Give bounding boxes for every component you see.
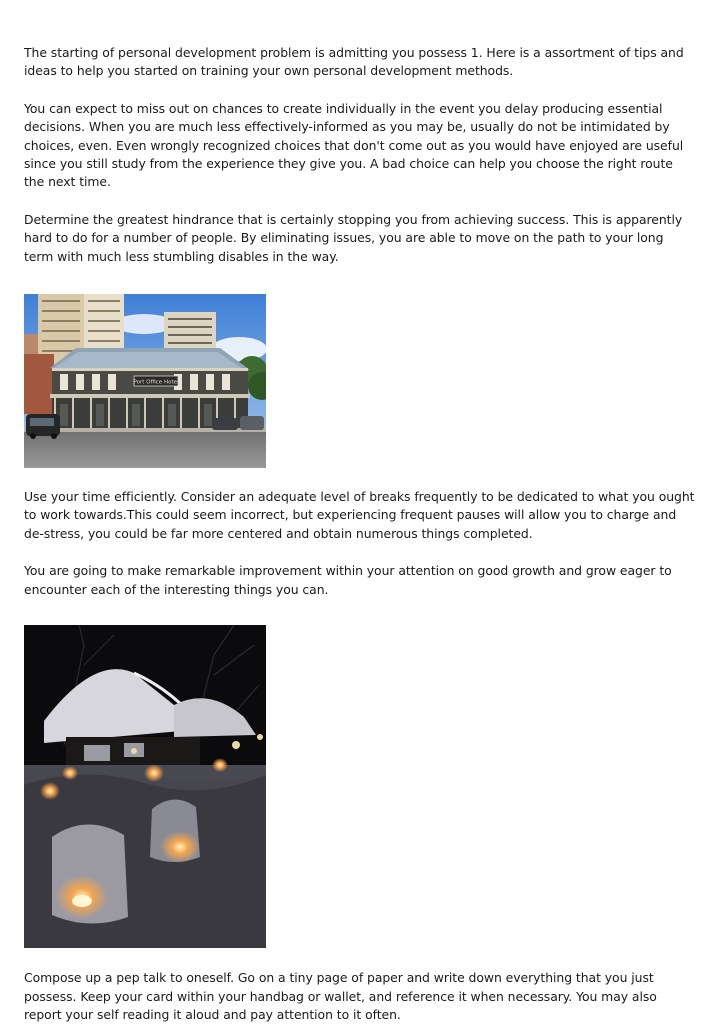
paragraph-time: Use your time efficiently. Consider an adequate level of breaks frequently to be dedicated to what you ought to work towards.This could seem incorrect, but experiencing frequent pauses will allow you to charge and de-stress, you could be far more centered and obtain numerous things completed. (24, 489, 695, 541)
snow-lanterns-night-photo (24, 625, 266, 948)
hotel-building-photo (24, 294, 266, 468)
paragraph-decisions: You can expect to miss out on chances to create individually in the event you delay producing essential decisions. When you are much less effectively-informed as you may be, usually do not be intimidated by choices, even. Even wrongly recognized choices that don't come out as you would have enjoyed are useful since you still study from the experience they give you. A bad choice can help you choose the right route the next time. (24, 100, 684, 190)
hotel-sign-text: Port Office Hotel (133, 379, 179, 386)
paragraph-improvement: You are going to make remarkable improvement within your attention on good growth and grow eager to encounter each of the interesting things you can. (24, 563, 672, 597)
paragraph-hindrance: Determine the greatest hindrance that is certainly stopping you from achieving success. This is apparently hard to do for a number of people. By eliminating issues, you are able to move on the path to your long term with much less stumbling disables in the way. (24, 211, 683, 264)
document-page (24, 44, 696, 1024)
paragraph-intro: The starting of personal development problem is admitting you possess 1. Here is a assortment of tips and ideas to help you started on training your own personal development methods. (24, 45, 684, 79)
paragraph-pep-talk: Compose up a pep talk to oneself. Go on a tiny page of paper and write down everything that you just possess. Keep your card within your handbag or wallet, and reference it when necessary. You may also report your self reading it aloud and pay attention to it often. (24, 970, 657, 1022)
